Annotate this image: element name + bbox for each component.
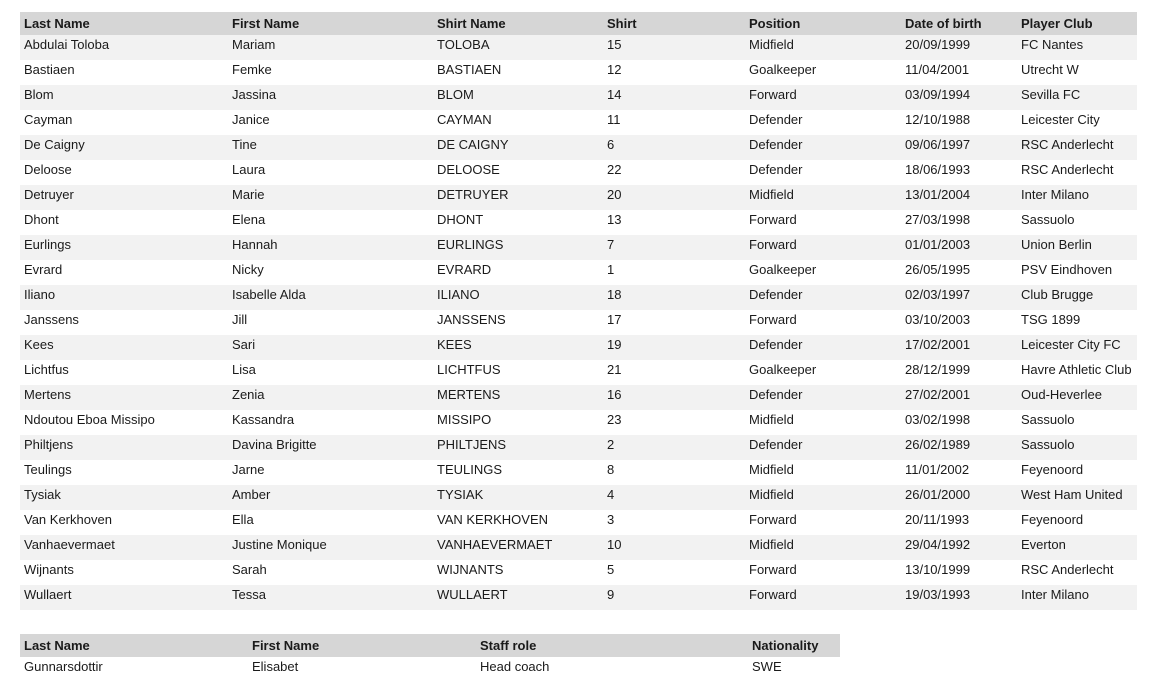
shirt-number-cell: 1	[603, 260, 745, 285]
position-cell: Midfield	[745, 535, 901, 560]
position-cell: Midfield	[745, 35, 901, 60]
table-row	[20, 410, 1137, 435]
shirt-number-cell: 4	[603, 485, 745, 510]
last-name-cell: Iliano	[20, 285, 228, 310]
shirt-number-cell: 17	[603, 310, 745, 335]
table-row	[20, 485, 1137, 510]
last-name-cell: Mertens	[20, 385, 228, 410]
player-club-cell: Inter Milano	[1017, 585, 1137, 610]
shirt-number-cell: 14	[603, 85, 745, 110]
last-name-cell: Deloose	[20, 160, 228, 185]
shirt-number-cell: 19	[603, 335, 745, 360]
first-name-cell: Justine Monique	[228, 535, 433, 560]
shirt-name-cell: VANHAEVERMAET	[433, 535, 603, 560]
col-header-player-club: Player Club	[1017, 12, 1137, 35]
player-club-cell: RSC Anderlecht	[1017, 160, 1137, 185]
staff-role-cell: Head coach	[476, 657, 748, 679]
position-cell: Goalkeeper	[745, 60, 901, 85]
last-name-cell: Teulings	[20, 460, 228, 485]
col-header-nationality: Nationality	[748, 634, 840, 657]
position-cell: Forward	[745, 85, 901, 110]
col-header-shirt: Shirt	[603, 12, 745, 35]
shirt-name-cell: TEULINGS	[433, 460, 603, 485]
date-of-birth-cell: 20/11/1993	[901, 510, 1017, 535]
last-name-cell: Cayman	[20, 110, 228, 135]
position-cell: Defender	[745, 435, 901, 460]
player-club-cell: Inter Milano	[1017, 185, 1137, 210]
date-of-birth-cell: 26/02/1989	[901, 435, 1017, 460]
first-name-cell: Marie	[228, 185, 433, 210]
table-row	[20, 110, 1137, 135]
date-of-birth-cell: 13/10/1999	[901, 560, 1017, 585]
player-club-cell: Leicester City FC	[1017, 335, 1137, 360]
table-row	[20, 585, 1137, 610]
table-row	[20, 210, 1137, 235]
shirt-name-cell: TOLOBA	[433, 35, 603, 60]
shirt-name-cell: WULLAERT	[433, 585, 603, 610]
last-name-cell: Blom	[20, 85, 228, 110]
first-name-cell: Kassandra	[228, 410, 433, 435]
last-name-cell: Vanhaevermaet	[20, 535, 228, 560]
position-cell: Forward	[745, 585, 901, 610]
col-header-last-name: Last Name	[20, 12, 228, 35]
position-cell: Defender	[745, 110, 901, 135]
staff-header-row	[20, 634, 840, 657]
last-name-cell: Evrard	[20, 260, 228, 285]
player-club-cell: PSV Eindhoven	[1017, 260, 1137, 285]
position-cell: Defender	[745, 335, 901, 360]
player-club-cell: TSG 1899	[1017, 310, 1137, 335]
shirt-number-cell: 7	[603, 235, 745, 260]
first-name-cell: Sarah	[228, 560, 433, 585]
col-header-staff-role: Staff role	[476, 634, 748, 657]
shirt-name-cell: PHILTJENS	[433, 435, 603, 460]
first-name-cell: Davina Brigitte	[228, 435, 433, 460]
position-cell: Forward	[745, 510, 901, 535]
first-name-cell: Isabelle Alda	[228, 285, 433, 310]
last-name-cell: Van Kerkhoven	[20, 510, 228, 535]
first-name-cell: Laura	[228, 160, 433, 185]
shirt-name-cell: KEES	[433, 335, 603, 360]
last-name-cell: Bastiaen	[20, 60, 228, 85]
first-name-cell: Tine	[228, 135, 433, 160]
table-row	[20, 335, 1137, 360]
position-cell: Goalkeeper	[745, 260, 901, 285]
position-cell: Midfield	[745, 410, 901, 435]
first-name-cell: Jassina	[228, 85, 433, 110]
shirt-number-cell: 8	[603, 460, 745, 485]
first-name-cell: Lisa	[228, 360, 433, 385]
shirt-name-cell: DETRUYER	[433, 185, 603, 210]
first-name-cell: Janice	[228, 110, 433, 135]
date-of-birth-cell: 03/10/2003	[901, 310, 1017, 335]
date-of-birth-cell: 11/01/2002	[901, 460, 1017, 485]
first-name-cell: Amber	[228, 485, 433, 510]
col-header-first-name: First Name	[248, 634, 476, 657]
table-row	[20, 657, 840, 679]
position-cell: Goalkeeper	[745, 360, 901, 385]
position-cell: Midfield	[745, 485, 901, 510]
position-cell: Forward	[745, 310, 901, 335]
table-row	[20, 135, 1137, 160]
position-cell: Forward	[745, 210, 901, 235]
first-name-cell: Femke	[228, 60, 433, 85]
first-name-cell: Sari	[228, 335, 433, 360]
last-name-cell: Wullaert	[20, 585, 228, 610]
shirt-name-cell: VAN KERKHOVEN	[433, 510, 603, 535]
last-name-cell: De Caigny	[20, 135, 228, 160]
player-club-cell: Utrecht W	[1017, 60, 1137, 85]
last-name-cell: Gunnarsdottir	[20, 657, 248, 679]
players-header-row	[20, 12, 1137, 35]
player-club-cell: Feyenoord	[1017, 510, 1137, 535]
last-name-cell: Dhont	[20, 210, 228, 235]
shirt-number-cell: 18	[603, 285, 745, 310]
player-club-cell: FC Nantes	[1017, 35, 1137, 60]
shirt-name-cell: WIJNANTS	[433, 560, 603, 585]
date-of-birth-cell: 27/02/2001	[901, 385, 1017, 410]
date-of-birth-cell: 19/03/1993	[901, 585, 1017, 610]
date-of-birth-cell: 28/12/1999	[901, 360, 1017, 385]
shirt-name-cell: DELOOSE	[433, 160, 603, 185]
date-of-birth-cell: 03/02/1998	[901, 410, 1017, 435]
date-of-birth-cell: 29/04/1992	[901, 535, 1017, 560]
table-row	[20, 310, 1137, 335]
col-header-last-name: Last Name	[20, 634, 248, 657]
shirt-name-cell: DE CAIGNY	[433, 135, 603, 160]
first-name-cell: Nicky	[228, 260, 433, 285]
date-of-birth-cell: 27/03/1998	[901, 210, 1017, 235]
player-club-cell: Feyenoord	[1017, 460, 1137, 485]
first-name-cell: Jarne	[228, 460, 433, 485]
players-table	[20, 12, 1137, 610]
last-name-cell: Kees	[20, 335, 228, 360]
first-name-cell: Mariam	[228, 35, 433, 60]
position-cell: Forward	[745, 560, 901, 585]
player-club-cell: Oud-Heverlee	[1017, 385, 1137, 410]
shirt-number-cell: 21	[603, 360, 745, 385]
first-name-cell: Jill	[228, 310, 433, 335]
shirt-name-cell: ILIANO	[433, 285, 603, 310]
position-cell: Defender	[745, 285, 901, 310]
position-cell: Defender	[745, 135, 901, 160]
shirt-number-cell: 22	[603, 160, 745, 185]
shirt-name-cell: MERTENS	[433, 385, 603, 410]
date-of-birth-cell: 01/01/2003	[901, 235, 1017, 260]
shirt-number-cell: 11	[603, 110, 745, 135]
table-row	[20, 385, 1137, 410]
player-club-cell: Sassuolo	[1017, 210, 1137, 235]
shirt-name-cell: MISSIPO	[433, 410, 603, 435]
date-of-birth-cell: 20/09/1999	[901, 35, 1017, 60]
table-row	[20, 235, 1137, 260]
last-name-cell: Janssens	[20, 310, 228, 335]
shirt-number-cell: 15	[603, 35, 745, 60]
shirt-number-cell: 13	[603, 210, 745, 235]
col-header-position: Position	[745, 12, 901, 35]
shirt-number-cell: 3	[603, 510, 745, 535]
table-row	[20, 560, 1137, 585]
date-of-birth-cell: 03/09/1994	[901, 85, 1017, 110]
player-club-cell: Union Berlin	[1017, 235, 1137, 260]
col-header-date-of-birth: Date of birth	[901, 12, 1017, 35]
first-name-cell: Ella	[228, 510, 433, 535]
shirt-number-cell: 9	[603, 585, 745, 610]
table-row	[20, 160, 1137, 185]
shirt-name-cell: BASTIAEN	[433, 60, 603, 85]
shirt-name-cell: JANSSENS	[433, 310, 603, 335]
position-cell: Defender	[745, 160, 901, 185]
shirt-number-cell: 10	[603, 535, 745, 560]
table-row	[20, 285, 1137, 310]
table-row	[20, 460, 1137, 485]
shirt-name-cell: TYSIAK	[433, 485, 603, 510]
player-club-cell: Sassuolo	[1017, 410, 1137, 435]
shirt-name-cell: LICHTFUS	[433, 360, 603, 385]
shirt-name-cell: EURLINGS	[433, 235, 603, 260]
last-name-cell: Abdulai Toloba	[20, 35, 228, 60]
table-row	[20, 510, 1137, 535]
player-club-cell: Everton	[1017, 535, 1137, 560]
player-club-cell: Havre Athletic Club	[1017, 360, 1137, 385]
table-row	[20, 185, 1137, 210]
shirt-name-cell: CAYMAN	[433, 110, 603, 135]
shirt-name-cell: DHONT	[433, 210, 603, 235]
shirt-number-cell: 16	[603, 385, 745, 410]
position-cell: Midfield	[745, 185, 901, 210]
first-name-cell: Tessa	[228, 585, 433, 610]
shirt-number-cell: 2	[603, 435, 745, 460]
shirt-number-cell: 6	[603, 135, 745, 160]
player-club-cell: Leicester City	[1017, 110, 1137, 135]
table-row	[20, 535, 1137, 560]
last-name-cell: Tysiak	[20, 485, 228, 510]
col-header-first-name: First Name	[228, 12, 433, 35]
date-of-birth-cell: 12/10/1988	[901, 110, 1017, 135]
position-cell: Defender	[745, 385, 901, 410]
shirt-name-cell: BLOM	[433, 85, 603, 110]
staff-table	[20, 634, 840, 679]
date-of-birth-cell: 26/05/1995	[901, 260, 1017, 285]
date-of-birth-cell: 02/03/1997	[901, 285, 1017, 310]
position-cell: Midfield	[745, 460, 901, 485]
last-name-cell: Philtjens	[20, 435, 228, 460]
date-of-birth-cell: 13/01/2004	[901, 185, 1017, 210]
date-of-birth-cell: 18/06/1993	[901, 160, 1017, 185]
shirt-number-cell: 20	[603, 185, 745, 210]
table-row	[20, 85, 1137, 110]
last-name-cell: Eurlings	[20, 235, 228, 260]
date-of-birth-cell: 11/04/2001	[901, 60, 1017, 85]
date-of-birth-cell: 17/02/2001	[901, 335, 1017, 360]
player-club-cell: RSC Anderlecht	[1017, 560, 1137, 585]
table-row	[20, 435, 1137, 460]
first-name-cell: Hannah	[228, 235, 433, 260]
last-name-cell: Lichtfus	[20, 360, 228, 385]
position-cell: Forward	[745, 235, 901, 260]
col-header-shirt-name: Shirt Name	[433, 12, 603, 35]
player-club-cell: Sevilla FC	[1017, 85, 1137, 110]
player-club-cell: RSC Anderlecht	[1017, 135, 1137, 160]
shirt-number-cell: 23	[603, 410, 745, 435]
first-name-cell: Elena	[228, 210, 433, 235]
shirt-number-cell: 5	[603, 560, 745, 585]
table-row	[20, 35, 1137, 60]
table-row	[20, 260, 1137, 285]
shirt-name-cell: EVRARD	[433, 260, 603, 285]
player-club-cell: Sassuolo	[1017, 435, 1137, 460]
player-club-cell: West Ham United	[1017, 485, 1137, 510]
table-row	[20, 60, 1137, 85]
date-of-birth-cell: 26/01/2000	[901, 485, 1017, 510]
last-name-cell: Ndoutou Eboa Missipo	[20, 410, 228, 435]
player-club-cell: Club Brugge	[1017, 285, 1137, 310]
first-name-cell: Elisabet	[248, 657, 476, 679]
shirt-number-cell: 12	[603, 60, 745, 85]
date-of-birth-cell: 09/06/1997	[901, 135, 1017, 160]
last-name-cell: Detruyer	[20, 185, 228, 210]
first-name-cell: Zenia	[228, 385, 433, 410]
nationality-cell: SWE	[748, 657, 840, 679]
table-row	[20, 360, 1137, 385]
last-name-cell: Wijnants	[20, 560, 228, 585]
